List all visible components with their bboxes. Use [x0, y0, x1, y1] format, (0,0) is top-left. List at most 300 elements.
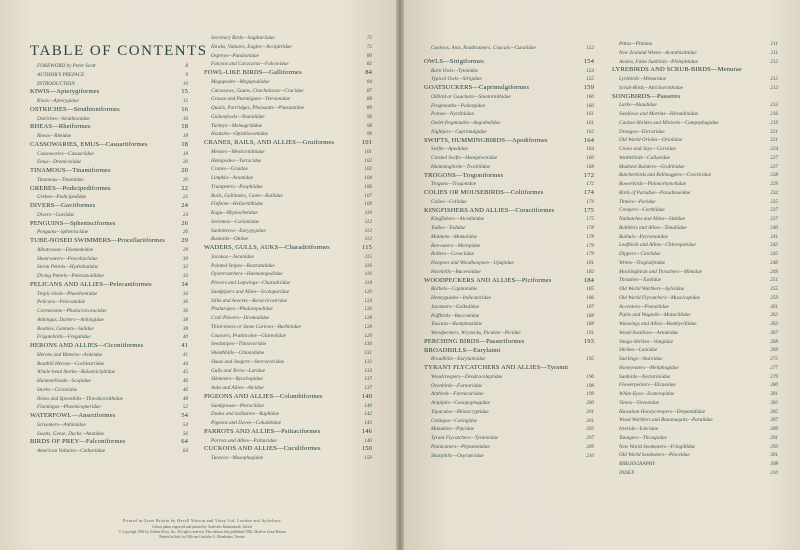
toc-heading	[612, 93, 778, 102]
toc-entry	[204, 314, 372, 323]
toc-entry	[612, 233, 778, 242]
toc-entry	[612, 451, 778, 460]
toc-page-number: 221	[770, 128, 778, 135]
toc-page-number: 277	[770, 364, 778, 371]
toc-entry	[424, 250, 594, 259]
toc-entry-title: KINGFISHERS AND ALLIES—Coraciiformes	[424, 206, 555, 214]
toc-entry-title: Skimmers—Rynchopidae	[211, 376, 263, 383]
toc-page-number: 126	[364, 306, 372, 313]
toc-entry	[612, 276, 778, 285]
toc-entry-title: Puffbirds—Bucconidae	[431, 312, 480, 319]
toc-page-number: 102	[364, 166, 372, 173]
toc-column-3	[424, 44, 594, 460]
toc-heading	[424, 347, 594, 356]
toc-entry	[612, 381, 778, 390]
toc-page-number: 172	[586, 181, 594, 188]
toc-entry-title: Skuas and Jaegers—Stercorariidae	[211, 358, 285, 365]
toc-entry-title: Storm Petrels—Hydrobatidae	[37, 264, 99, 271]
toc-heading	[30, 438, 188, 447]
toc-entry	[612, 198, 778, 207]
toc-entry-title: Hawks, Vultures, Eagles—Accipitridae	[211, 43, 292, 50]
toc-entry-title: New Zealand Wrens—Acanthisittidae	[619, 49, 697, 56]
toc-page-number: 48	[182, 395, 188, 402]
toc-page-number: 175	[586, 216, 594, 223]
toc-entry-title: CASSOWARIES, EMUS—Casuariiformes	[30, 140, 148, 148]
toc-entry	[30, 228, 188, 237]
toc-page-number: 52	[182, 404, 188, 411]
toc-page-number: 211	[770, 49, 778, 56]
toc-page-number: 282	[770, 399, 778, 406]
toc-entry-title: Dippers—Cinclidae	[619, 251, 661, 257]
toc-column-4	[612, 40, 778, 478]
toc-entry	[424, 390, 594, 399]
toc-entry	[204, 122, 372, 131]
toc-entry-title: Honeyeaters—Meliphagidae	[619, 364, 679, 371]
toc-entry	[612, 364, 778, 373]
toc-entry-title: SWIFTS, HUMMINGBIRDS—Apodiformes	[424, 136, 548, 144]
toc-entry-title: Hammerheads—Scopidae	[37, 378, 91, 384]
toc-entry-title: AUTHOR'S PREFACE	[37, 71, 85, 78]
toc-entry	[204, 113, 372, 122]
toc-entry-title: Barn Owls—Tytonidae	[431, 67, 479, 74]
toc-entry-title: Old World Warblers—Sylviidae	[619, 286, 685, 292]
toc-page-number: 143	[364, 420, 372, 426]
toc-entry-title: PERCHING BIRDS—Passeriformes	[424, 337, 525, 345]
toc-page-number: 166	[586, 155, 594, 161]
toc-entry-title: Pelicans—Pelecanidae	[37, 299, 86, 306]
toc-page-number: 242	[770, 242, 778, 249]
toc-entry-title: Crested Swifts—Hemiprocnidae	[431, 155, 498, 161]
toc-entry-title: Todies—Todidae	[431, 225, 466, 231]
toc-entry-title: TUBE-NOSED SWIMMERS—Procellariiformes	[30, 237, 166, 244]
toc-page-number: 232	[770, 189, 778, 196]
toc-entry	[424, 163, 594, 172]
toc-entry	[424, 285, 594, 294]
toc-page-number: 118	[364, 280, 372, 286]
toc-entry-title: Storks—Ciconiidae	[37, 386, 78, 393]
toc-entry-title: Scrub-Birds—Atrichornithidae	[619, 84, 684, 91]
toc-page-number: 112	[364, 227, 372, 234]
toc-entry	[424, 408, 594, 417]
toc-entry-title: Penguins—Spheniscidae	[37, 229, 89, 236]
toc-entry	[424, 224, 594, 233]
toc-entry	[204, 52, 372, 61]
toc-entry-title: INDEX	[619, 469, 635, 476]
toc-entry-title: Finfoots—Heliornithidae	[211, 201, 264, 208]
toc-entry	[612, 189, 778, 198]
toc-entry-title: Pittas—Pittidae	[619, 41, 653, 47]
toc-entry-title: OWLS—Strigiformes	[424, 57, 484, 65]
toc-entry-title: Coursers, Pratincoles—Glareolidae	[211, 332, 287, 339]
toc-entry-title: OSTRICHES—Struthioniformes	[30, 105, 120, 113]
toc-entry	[424, 119, 594, 128]
toc-entry-title: Diving Petrels—Pelecanoididae	[37, 273, 104, 279]
toc-page-number: 237	[770, 207, 778, 214]
toc-entry-title: Bustards—Otidae	[211, 236, 248, 243]
toc-entry	[424, 198, 594, 207]
toc-page-number: 228	[770, 172, 778, 179]
toc-entry	[424, 373, 594, 382]
toc-entry-title: TROGONS—Trogoniformes	[424, 171, 504, 179]
toc-page-number: 132	[364, 358, 372, 365]
toc-entry-title: Barbets—Capitonidae	[431, 286, 478, 293]
toc-page-number: 10	[182, 80, 188, 87]
toc-entry	[424, 128, 594, 137]
toc-page-number: 259	[770, 294, 778, 301]
toc-entry	[612, 110, 778, 119]
toc-entry-title: INTRODUCTION	[37, 80, 75, 87]
toc-entry-title: Pipits and Wagtails—Motacillidae	[619, 312, 691, 319]
toc-page-number: 301	[770, 452, 778, 459]
toc-page-number: 150	[361, 445, 372, 453]
toc-entry	[30, 430, 188, 439]
toc-entry	[30, 158, 188, 167]
toc-entry	[612, 259, 778, 268]
toc-entry	[30, 351, 188, 360]
toc-entry-title: Birds of Paradise—Paradisaeidae	[619, 189, 691, 196]
toc-page-number: 161	[586, 120, 594, 126]
toc-page-number: 84	[365, 69, 372, 76]
toc-entry	[204, 60, 372, 69]
toc-entry-title: Vireos—Vireonidae	[619, 399, 660, 406]
toc-entry-title: Lyrebirds—Menuridae	[619, 76, 667, 82]
toc-entry	[204, 349, 372, 358]
toc-page-number: 195	[586, 356, 594, 363]
toc-page-number: 203	[586, 426, 594, 433]
toc-entry-title: Sheathbills—Chionididae	[211, 350, 265, 356]
toc-entry-title: Plantcutters—Phytotomidae	[431, 443, 490, 450]
toc-page-number: 20	[182, 159, 188, 166]
toc-entry	[204, 130, 372, 139]
toc-entry	[204, 402, 372, 411]
toc-page-number: 279	[770, 373, 778, 380]
toc-entry	[204, 34, 372, 43]
toc-entry	[424, 303, 594, 312]
toc-entry-title: Tyrant Flycatchers—Tyrannidae	[431, 435, 499, 441]
toc-page-number: 146	[361, 427, 372, 435]
toc-page-number: 191	[586, 330, 594, 336]
toc-entry-title: LYREBIRDS AND SCRUB-BIRDS—Menurae	[612, 66, 742, 74]
toc-entry-title: Turkeys—Meleagrididae	[211, 122, 263, 129]
footer-printer: Printed in Great Britain by Hazell Watson and Viney Ltd, London and Aylesbury	[122, 518, 282, 523]
toc-entry-title: PELICANS AND ALLIES—Pelecaniformes	[30, 280, 152, 288]
toc-entry-title: SONGBIRDS—Passeres	[612, 92, 681, 100]
toc-page-number: 128	[364, 315, 372, 321]
toc-entry	[204, 165, 372, 174]
toc-entry-title: DIVERS—Gaviiformes	[30, 202, 96, 209]
toc-heading	[30, 281, 188, 290]
toc-heading	[424, 338, 594, 347]
toc-entry-title: Quails, Partridges, Pheasants—Phasianidae	[211, 105, 305, 111]
toc-page-number: 142	[364, 411, 372, 418]
toc-entry	[424, 417, 594, 426]
toc-entry	[424, 268, 594, 277]
toc-page-number: 287	[770, 417, 778, 424]
page-title: TABLE OF CONTENTS	[30, 43, 208, 60]
toc-heading	[204, 139, 372, 148]
toc-entry	[30, 290, 188, 299]
toc-entry-title: Shrikes—Laniidae	[619, 347, 658, 354]
toc-entry	[424, 242, 594, 251]
toc-entry	[204, 148, 372, 157]
toc-entry-title: Tropic-birds—Phaethontidae	[37, 290, 98, 297]
toc-page-number: 160	[586, 93, 594, 100]
toc-entry-title: Ibises and Spoonbills—Threskiornithidae	[37, 395, 123, 402]
toc-entry-title: Thick-knees or Stone Curlews—Burhinidae	[211, 323, 301, 330]
toc-page-number: 241	[770, 233, 778, 240]
toc-entry-title: Asities, False Sunbirds—Philepittidae	[619, 58, 698, 65]
toc-page-number: 46	[182, 378, 188, 384]
toc-page-number: 212	[770, 76, 778, 82]
toc-entry-title: Sunbitterns—Eurypygidae	[211, 227, 266, 234]
toc-entry-title: Falcons and Caracaras—Falconidae	[211, 61, 289, 68]
toc-page-number: 56	[182, 430, 188, 437]
toc-entry	[30, 211, 188, 220]
toc-entry-title: Antbirds—Formicariidae	[431, 391, 484, 398]
toc-heading	[424, 207, 594, 216]
toc-heading	[204, 393, 372, 402]
toc-page-number: 98	[366, 122, 372, 129]
toc-page-number: 209	[586, 443, 594, 450]
toc-entry-title: Hornbills—Bucerotidae	[431, 268, 481, 275]
toc-page-number: 193	[583, 337, 594, 345]
toc-entry	[424, 329, 594, 338]
toc-page-number: 280	[770, 382, 778, 389]
toc-entry-title: Wood-Swallows—Artamidae	[619, 329, 679, 336]
toc-page-number: 15	[182, 98, 188, 104]
toc-entry-title: WOODPECKERS AND ALLIES—Piciformes	[424, 276, 552, 284]
footer-printed-in: Printed in Italy by Officine Grafiche A. Mondadori, Verona	[159, 535, 245, 539]
toc-entry-title: Cranes—Gruidae	[211, 166, 248, 173]
toc-page-number: 64	[181, 438, 188, 446]
toc-page-number: 30	[182, 255, 188, 262]
toc-entry-title: Turacos—Musophagidae	[211, 455, 264, 461]
toc-entry-title: Toucans—Ramphastidae	[431, 321, 483, 328]
toc-page-number: 110	[364, 210, 372, 216]
toc-entry-title: Rheas—Rheidae	[37, 133, 72, 139]
toc-entry-title: Tinamous—Tinamidae	[37, 176, 84, 183]
toc-entry-title: RHEAS—Rheiformes	[30, 123, 91, 131]
toc-entry	[424, 443, 594, 452]
toc-page-number: 22	[182, 194, 188, 201]
toc-page-number: 246	[770, 259, 778, 266]
toc-entry-title: Sharpbills—Oxyruncidae	[431, 452, 484, 459]
toc-page-number: 34	[182, 290, 188, 297]
toc-entry-title: Limpkin—Aramidae	[211, 175, 254, 181]
toc-entry-title: Broadbills—Eurylaimidae	[431, 356, 486, 363]
toc-entry	[204, 305, 372, 314]
toc-entry	[204, 157, 372, 166]
toc-entry-title: Sunbirds—Nectariniidae	[619, 373, 671, 380]
toc-entry-title: Babblers and Allies—Timaliidae	[619, 224, 687, 231]
toc-page-number: 178	[586, 233, 594, 240]
toc-entry	[424, 44, 594, 53]
toc-page-number: 185	[586, 286, 594, 293]
toc-page-number: 285	[770, 408, 778, 415]
toc-entry	[204, 253, 372, 262]
toc-page-number: 186	[586, 295, 594, 301]
toc-entry-title: Auks and Allies—Alcidae	[211, 385, 264, 391]
toc-heading	[204, 69, 372, 78]
toc-page-number: 174	[586, 198, 594, 205]
toc-entry	[424, 102, 594, 111]
toc-entry	[612, 119, 778, 128]
toc-entry-title: Old World Orioles—Oriolidae	[619, 137, 683, 144]
toc-page-number: 26	[182, 229, 188, 236]
toc-page-number: 212	[770, 84, 778, 91]
toc-entry-title: Divers—Gaviidae	[37, 211, 75, 218]
toc-entry-title: Emus—Dromiceiidae	[37, 159, 82, 166]
toc-page-number: 18	[181, 140, 188, 148]
toc-entry-title: Parrots and Allies—Psittacidae	[211, 437, 277, 444]
toc-page-number: 137	[364, 376, 372, 383]
toc-entry	[612, 58, 778, 67]
toc-entry-title: Swans, Geese, Ducks—Anatidae	[37, 430, 105, 437]
toc-entry-title: Hemipodes—Turnicidae	[211, 157, 262, 164]
toc-entry-title: Secretary Birds—Sagittariidae	[211, 35, 275, 41]
toc-entry	[30, 386, 188, 395]
toc-entry	[612, 171, 778, 180]
toc-page-number: 201	[586, 408, 594, 415]
toc-page-number: 174	[583, 189, 594, 196]
toc-page-number: 235	[770, 198, 778, 205]
toc-entry	[612, 408, 778, 417]
toc-entry	[30, 403, 188, 412]
toc-page-number: 38	[182, 316, 188, 323]
toc-entry-title: Cuckoos, Anis, Roadrunners, Coucals—Cuculidae	[431, 45, 536, 51]
toc-page-number: 146	[364, 437, 372, 444]
toc-page-number: 102	[364, 157, 372, 164]
toc-entry-title: Colies—Coliidae	[431, 198, 467, 205]
toc-entry-title: Honeyguides—Indicatoridae	[431, 295, 491, 301]
toc-entry	[612, 416, 778, 425]
toc-entry-title: Owlet-frogmouths—Aegothelidae	[431, 120, 501, 126]
toc-entry-title: COLIES OR MOUSEBIRDS—Coliiformes	[424, 189, 544, 196]
toc-page-number: 187	[586, 303, 594, 310]
toc-heading	[424, 189, 594, 198]
toc-entry-title: Jacanas—Jacanidae	[211, 253, 254, 260]
toc-page-number: 188	[586, 312, 594, 319]
toc-entry	[204, 200, 372, 209]
toc-entry	[424, 425, 594, 434]
toc-entry	[204, 332, 372, 341]
toc-entry-title: Creepers—Certhiidae	[619, 207, 665, 214]
toc-entry	[612, 338, 778, 347]
toc-page-number: 116	[364, 271, 372, 278]
toc-page-number: 116	[364, 262, 372, 269]
toc-entry	[612, 399, 778, 408]
toc-entry	[30, 325, 188, 334]
toc-entry	[204, 43, 372, 52]
toc-entry-title: Ospreys—Pandionidae	[211, 52, 259, 59]
toc-entry	[30, 62, 188, 71]
toc-entry	[612, 84, 778, 93]
toc-entry	[612, 40, 778, 49]
toc-entry-title: Flowerpeckers—Dicaeidae	[619, 382, 676, 389]
toc-entry	[612, 443, 778, 452]
toc-entry	[204, 288, 372, 297]
toc-page-number: 129	[364, 332, 372, 339]
toc-entry-title: Rollers—Coraciidae	[431, 251, 474, 258]
toc-entry	[612, 329, 778, 338]
toc-entry	[204, 192, 372, 201]
toc-heading	[204, 428, 372, 437]
toc-entry	[424, 180, 594, 189]
toc-entry	[612, 206, 778, 215]
toc-entry	[204, 209, 372, 218]
toc-page-number: 33	[182, 273, 188, 279]
toc-entry-title: Mudnest Builders—Grallinidae	[619, 163, 685, 170]
toc-page-number: 104	[364, 175, 372, 181]
toc-entry-title: Bulbuls—Pycnonotidae	[619, 233, 668, 240]
toc-page-number: 272	[770, 356, 778, 362]
toc-entry-title: Thrushes—Turdidae	[619, 277, 662, 284]
toc-entry-title: HERONS AND ALLIES—Ciconiiformes	[30, 342, 144, 349]
toc-entry	[204, 87, 372, 96]
toc-entry	[30, 395, 188, 404]
toc-entry	[30, 255, 188, 264]
toc-entry	[424, 110, 594, 119]
toc-entry	[612, 346, 778, 355]
toc-entry-title: Bowerbirds—Ptilonorhynchidae	[619, 181, 687, 187]
toc-page-number: 107	[364, 192, 372, 199]
toc-entry	[204, 235, 372, 244]
toc-entry-title: Wattlebirds—Callaeidae	[619, 154, 670, 161]
toc-entry-title: Kiwis—Apterygidae	[37, 98, 79, 104]
toc-entry	[30, 193, 188, 202]
toc-page-number: 101	[364, 148, 372, 155]
toc-entry-title: Anhingas, Darters—Anhingidae	[37, 316, 104, 323]
toc-entry-title: Icterids—Icteridae	[619, 426, 659, 432]
toc-entry-title: Crows and Jays—Corvidae	[619, 146, 676, 152]
toc-entry-title: Flamingos—Phoenicopteridae	[37, 404, 101, 411]
toc-entry	[612, 49, 778, 58]
toc-entry-title: Boatbill Herons—Cochleariidae	[37, 360, 105, 367]
toc-page-number: 20	[181, 167, 188, 174]
toc-page-number: 196	[586, 373, 594, 380]
toc-page-number: 224	[770, 146, 778, 152]
toc-entry-title: Rails, Gallinules, Coots—Rallidae	[211, 192, 283, 199]
toc-entry-title: BIRDS OF PREY—Falconiformes	[30, 438, 126, 446]
toc-entry-title: FOWL-LIKE BIRDS—Galliformes	[204, 69, 302, 76]
toc-page-number: 131	[364, 350, 372, 356]
toc-entry-title: Hawaiian Honeycreepers—Drepanididae	[619, 408, 706, 415]
toc-entry-title: GREBES—Podicipediformes	[30, 184, 111, 192]
toc-page-number: 46	[182, 386, 188, 393]
toc-entry-title: Hoatzins—Opisthocomidae	[211, 131, 269, 138]
toc-entry	[612, 128, 778, 137]
toc-page-number: 161	[586, 111, 594, 118]
toc-page-number: 36	[182, 308, 188, 314]
toc-entry-title: KIWIS—Apterygiformes	[30, 88, 100, 96]
toc-entry-title: PENGUINS—Sphenisciformes	[30, 219, 116, 227]
toc-entry	[424, 320, 594, 329]
book-gutter	[396, 0, 404, 550]
toc-entry-title: TINAMOUS—Tinamiformes	[30, 167, 111, 174]
toc-page-number: 38	[182, 325, 188, 332]
toc-entry	[612, 294, 778, 303]
toc-entry	[204, 279, 372, 288]
toc-entry	[30, 360, 188, 369]
toc-page-number: 207	[586, 435, 594, 441]
toc-entry	[30, 368, 188, 377]
toc-page-number: 168	[586, 163, 594, 170]
toc-entry-title: Manakins—Pipridae	[431, 426, 475, 433]
toc-entry-title: Grouse and Ptarmigans—Tetraonidae	[211, 96, 291, 103]
toc-entry	[30, 307, 188, 316]
toc-page-number: 32	[182, 264, 188, 271]
toc-entry-title: Larks—Alaudidae	[619, 102, 657, 109]
